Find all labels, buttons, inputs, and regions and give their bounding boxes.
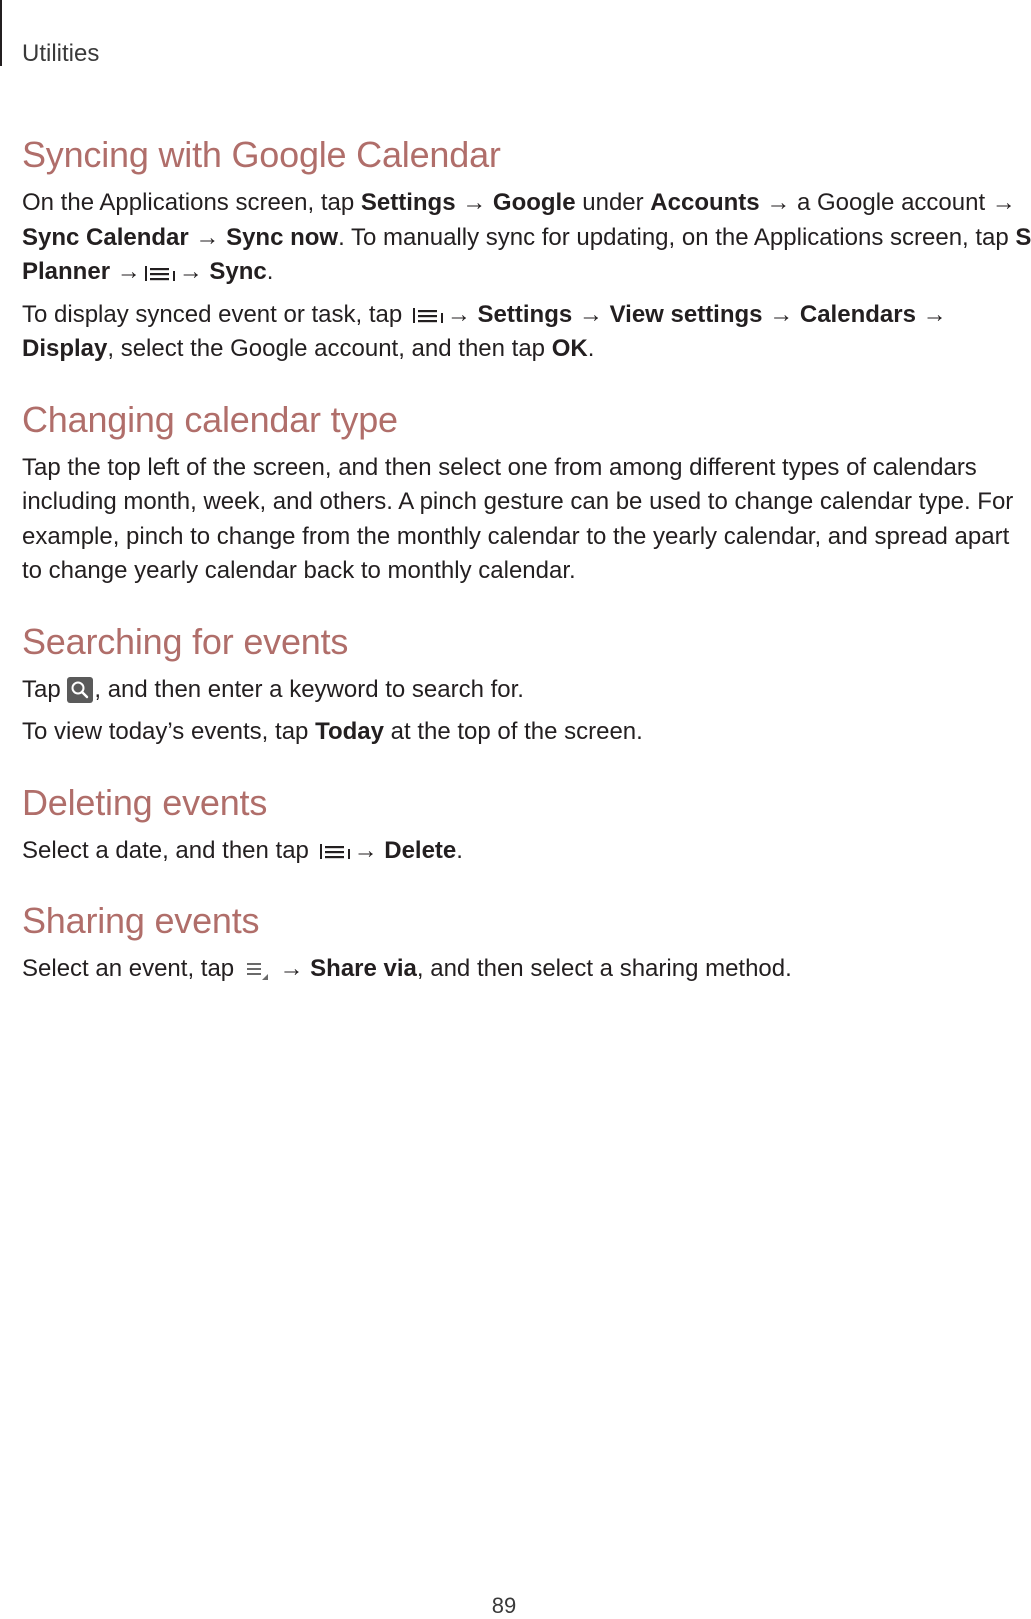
- menu-term-view-settings: View settings: [609, 300, 763, 328]
- text-run: , select the Google account, and then tap: [107, 335, 552, 362]
- section-searching-events: [22, 619, 1008, 750]
- menu-term-sync-calendar: Sync Calendar: [22, 223, 189, 251]
- text-line: to change yearly calendar back to monthly calendar.: [22, 557, 576, 584]
- arrow: →: [279, 955, 304, 982]
- section-deleting-events: [22, 780, 1008, 869]
- paragraph-search: [22, 673, 1008, 708]
- text-line: including month, week, and others. A pinch gesture can be used to change calendar type. For: [22, 488, 1014, 515]
- page-content: [22, 132, 1031, 987]
- menu-term-sync-now: Sync now: [226, 223, 339, 251]
- arrow: →: [462, 189, 487, 216]
- text-run: Select an event, tap: [22, 955, 241, 982]
- text-run: under: [575, 189, 651, 216]
- menu-term-settings: Settings: [360, 189, 456, 216]
- text-line: [22, 952, 1008, 987]
- section-title: Deleting events: [22, 781, 268, 823]
- menu-icon: [319, 841, 351, 861]
- paragraph-share: [22, 952, 1008, 987]
- paragraph-sync-steps: [22, 186, 1031, 290]
- text-run: , and then select a sharing method.: [416, 955, 792, 982]
- menu-term-s: S: [1015, 223, 1031, 251]
- paragraph-display-synced: [22, 298, 1008, 367]
- menu-term-google: Google: [492, 189, 576, 216]
- section-sharing-events: [22, 898, 1008, 987]
- text-line: example, pinch to change from the monthly calendar to the yearly calendar, and spread apart: [22, 522, 1010, 550]
- text-line: [22, 332, 1008, 367]
- text-line: [22, 298, 1008, 333]
- menu-icon: [412, 305, 444, 325]
- text-run: To display synced event or task, tap: [22, 300, 409, 328]
- running-header: Utilities: [22, 40, 100, 67]
- arrow: →: [116, 258, 141, 285]
- section-syncing-google-calendar: [22, 132, 1031, 367]
- text-line: [22, 221, 1031, 256]
- menu-term-settings: Settings: [477, 300, 573, 328]
- menu-term-share-via: Share via: [310, 955, 417, 982]
- menu-term-delete: Delete: [384, 836, 457, 864]
- text-run: To view today’s events, tap: [22, 718, 316, 745]
- section-title: Searching for events: [22, 620, 349, 662]
- paragraph-calendar-type: [22, 451, 1014, 589]
- text-line: Tap the top left of the screen, and then select one from among different types of calendars: [22, 453, 977, 481]
- paragraph-today: [22, 715, 1008, 750]
- arrow: →: [178, 258, 203, 285]
- text-line: [22, 186, 1016, 221]
- page-number: 89: [491, 1593, 517, 1618]
- text-line: [22, 673, 1008, 708]
- menu-term-ok: OK: [551, 335, 588, 362]
- text-run: On the Applications screen, tap: [22, 189, 361, 216]
- menu-term-today: Today: [315, 718, 384, 745]
- text-run: .: [587, 335, 595, 362]
- arrow: →: [446, 300, 471, 328]
- section-title: Sharing events: [22, 900, 260, 941]
- menu-term-planner: Planner: [22, 258, 111, 285]
- arrow: →: [922, 300, 947, 328]
- text-line: [22, 834, 1008, 869]
- arrow: →: [353, 836, 378, 864]
- menu-term-calendars: Calendars: [799, 300, 916, 328]
- text-run: a Google account: [790, 189, 992, 216]
- text-run: Select a date, and then tap: [22, 836, 316, 864]
- arrow: →: [578, 300, 603, 328]
- section-title: Syncing with Google Calendar: [22, 134, 501, 175]
- section-changing-calendar-type: [22, 397, 1014, 589]
- section-title: Changing calendar type: [22, 398, 398, 440]
- arrow: →: [195, 223, 220, 251]
- menu-icon: [144, 263, 176, 283]
- corner-rule: [0, 0, 2, 66]
- menu-term-display: Display: [22, 335, 108, 362]
- search-icon: [67, 677, 93, 703]
- arrow: →: [766, 189, 791, 216]
- text-run: at the top of the screen.: [383, 718, 643, 745]
- text-run: .: [266, 258, 274, 285]
- arrow: →: [991, 189, 1016, 216]
- arrow: →: [769, 300, 794, 328]
- text-line: [22, 715, 1008, 750]
- menu-term-accounts: Accounts: [650, 189, 760, 216]
- text-run: Tap: [22, 675, 68, 703]
- text-run: , and then enter a keyword to search for.: [94, 675, 524, 703]
- share-icon: [244, 958, 270, 982]
- text-run: .: [456, 836, 463, 864]
- text-run: . To manually sync for updating, on the Applications screen, tap: [338, 223, 1016, 251]
- paragraph-delete: [22, 834, 1008, 869]
- text-line: [22, 255, 1008, 290]
- menu-term-sync: Sync: [209, 258, 267, 285]
